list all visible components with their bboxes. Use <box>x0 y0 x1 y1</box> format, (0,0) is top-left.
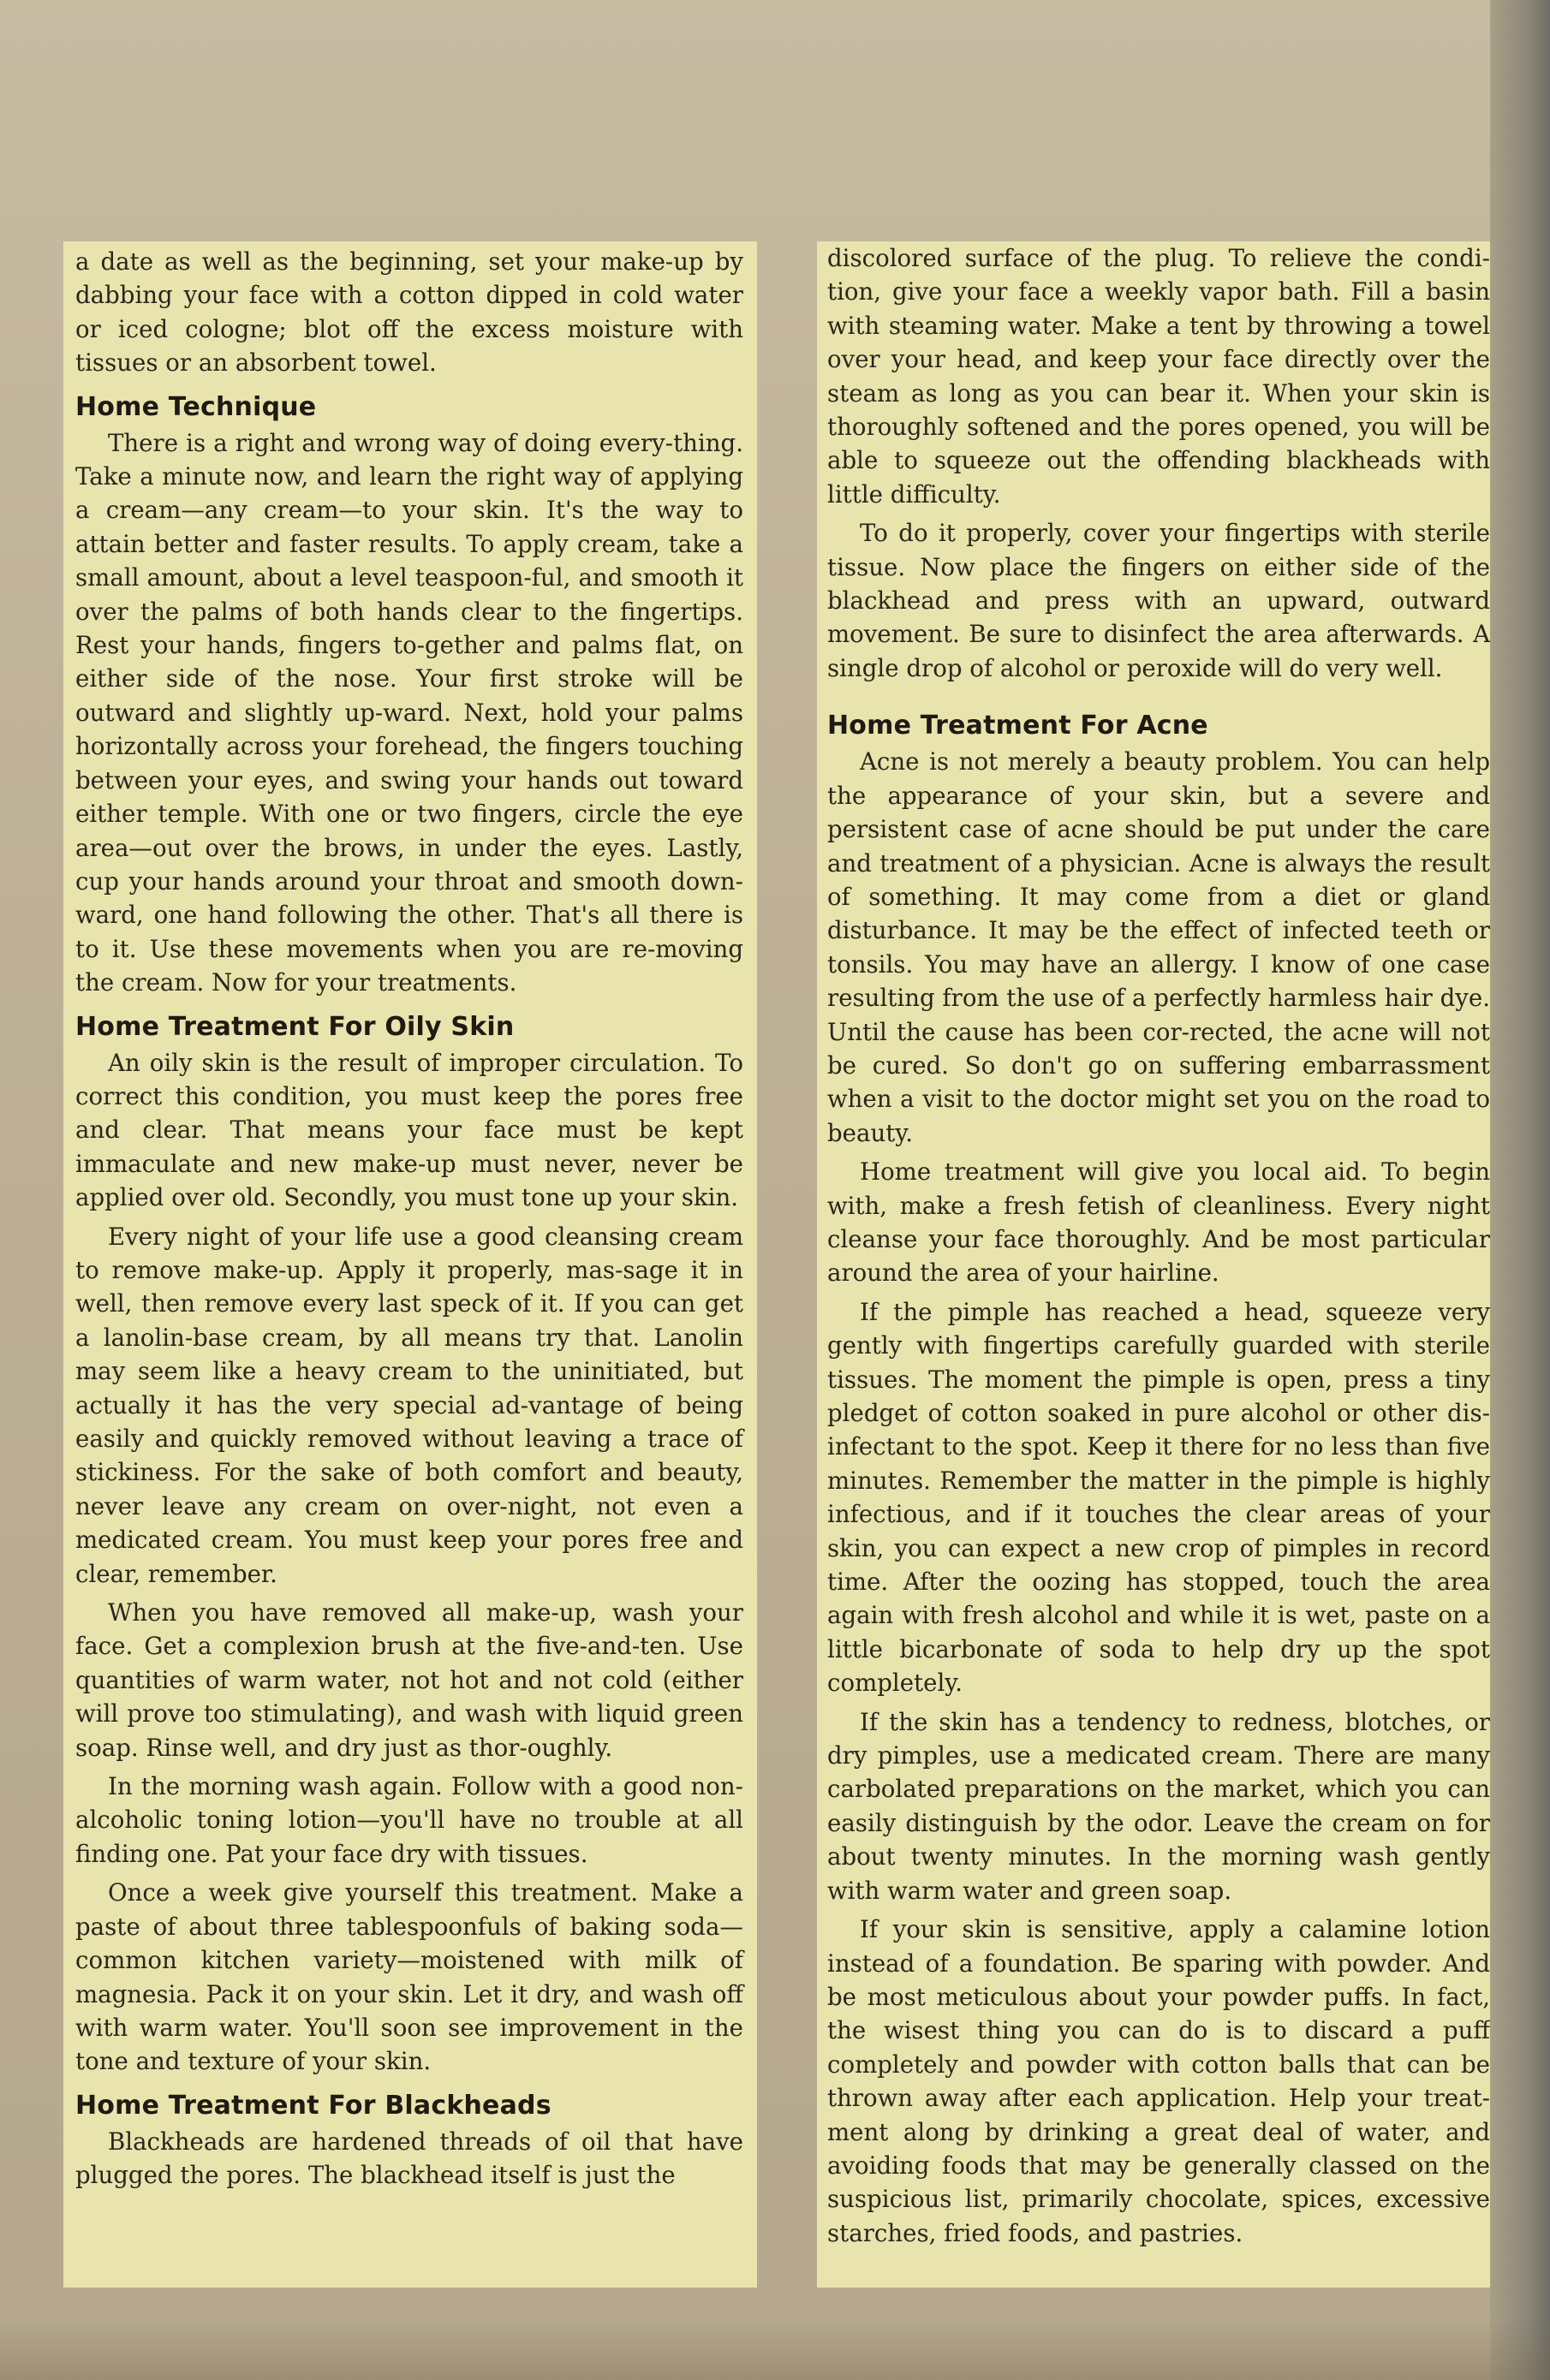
left-column <box>63 241 757 2288</box>
oily-paragraph-2: Every night of your life use a good cleansing cream to remove make-up. Apply it properly, mas-sage it in well, then remove every last speck of it. If you can get a lanolin-base cream, by all means try that. Lanolin may seem like a heavy cream to the uninitiated, but actually it has the very special ad-vantage of being easily and quickly removed without leaving a trace of stickiness. For the sake of both comfort and beauty, never leave any cream on over-night, not even a medicated cream. You must keep your pores free and clear, remember. <box>75 1222 743 1588</box>
blackheads-paragraph-1: Blackheads are hardened threads of oil that have plugged the pores. The blackhead itself is just the <box>75 2127 743 2190</box>
acne-paragraph-3: If the pimple has reached a head, squeeze very gently with fingertips carefully guarded with sterile tissues. The moment the pimple is open, press a tiny pledget of cotton soaked in pure alcohol or other dis-infectant to the spot. Keep it there for no less than five minutes. Remember the matter in the pimple is highly infectious, and if it touches the clear areas of your skin, you can expect a new crop of pimples in record time. After the oozing has stopped, touch the area again with fresh alcohol and while it is wet, paste on a little bicarbonate of soda to help dry up the spot completely. <box>827 1297 1490 1698</box>
oily-paragraph-4: In the morning wash again. Follow with a good non-alcoholic toning lotion—you'll have no trouble at all finding one. Pat your face dry with tissues. <box>75 1772 743 1868</box>
heading-home-technique: Home Technique <box>75 391 317 422</box>
acne-paragraph-1: Acne is not merely a beauty problem. You can help the appearance of your skin, but a severe and persistent case of acne should be put under the care and treatment of a physician. Acne is always the result of something. It may come from a diet or gland disturbance. It may be the effect of infected teeth or tonsils. You may have an allergy. I know of one case resulting from the use of a perfectly harmless hair dye. Until the cause has been cor-rected, the acne will not be cured. So don't go on suffering embarrassment when a visit to the doctor might set you on the road to beauty. <box>827 747 1490 1147</box>
heading-acne: Home Treatment For Acne <box>827 711 1208 741</box>
intro-paragraph: a date as well as the beginning, set your make-up by dabbing your face with a cotton dipped in cold water or iced cologne; blot off the excess moisture with tissues or an absorbent towel. <box>75 247 743 378</box>
right-column <box>817 241 1502 2288</box>
oily-paragraph-1: An oily skin is the result of improper circulation. To correct this condition, you must keep the pores free and clear. That means your face must be kept immaculate and new make-up must never, never be applied over old. Secondly, you must tone up your skin. <box>75 1048 743 1212</box>
technique-paragraph-1: There is a right and wrong way of doing every-thing. Take a minute now, and learn the right way of applying a cream—any cream—to your skin. It's the way to attain better and faster results. To apply cream, take a small amount, about a level teaspoon-ful, and smooth it over the palms of both hands clear to the fingertips. Rest your hands, fingers to-gether and palms flat, on either side of the nose. Your first stroke will be outward and slightly up-ward. Next, hold your palms horizontally across your forehead, the fingers touching between your eyes, and swing your hands out toward either temple. With one or two fingers, circle the eye area—out over the brows, in under the eyes. Lastly, cup your hands around your throat and smooth down-ward, one hand following the other. That's all there is to it. Use these movements when you are re-moving the cream. Now for your treatments. <box>75 428 743 997</box>
acne-paragraph-2: Home treatment will give you local aid. To begin with, make a fresh fetish of cleanliness. Every night cleanse your face thoroughly. And be most particular around the area of your hairline. <box>827 1157 1490 1288</box>
blackheads-cont-paragraph-1: discolored surface of the plug. To relieve the condi-tion, give your face a weekly vapor bath. Fill a basin with steaming water. Make a tent by throwing a towel over your head, and keep your face directly over the steam as long as you can bear it. When your skin is thoroughly softened and the pores opened, you will be able to squeeze out the offending blackheads with little difficulty. <box>827 244 1490 509</box>
blackheads-cont-paragraph-2: To do it properly, cover your fingertips with sterile tissue. Now place the fingers on either side of the blackhead and press with an upward, outward movement. Be sure to disinfect the area afterwards. A single drop of alcohol or peroxide will do very well. <box>827 519 1490 682</box>
oily-paragraph-5: Once a week give yourself this treatment. Make a paste of about three tablespoonfuls of baking soda—common kitchen variety—moistened with milk of magnesia. Pack it on your skin. Let it dry, and wash off with warm water. You'll soon see improvement in the tone and texture of your skin. <box>75 1878 743 2076</box>
page-edge-shadow <box>1490 0 1550 2380</box>
page-bottom-shadow <box>0 2320 1550 2380</box>
acne-paragraph-5: If your skin is sensitive, apply a calamine lotion instead of a foundation. Be sparing with powder. And be most meticulous about your powder puffs. In fact, the wisest thing you can do is to discard a puff completely and powder with cotton balls that can be thrown away after each application. Help your treat-ment along by drinking a great deal of water, and avoiding foods that may be generally classed on the suspicious list, primarily chocolate, spices, excessive starches, fried foods, and pastries. <box>827 1915 1490 2247</box>
acne-paragraph-4: If the skin has a tendency to redness, blotches, or dry pimples, use a medicated cream. There are many carbolated preparations on the market, which you can easily distinguish by the odor. Leave the cream on for about twenty minutes. In the morning wash gently with warm water and green soap. <box>827 1707 1490 1905</box>
heading-blackheads: Home Treatment For Blackheads <box>75 2090 551 2121</box>
heading-oily-skin: Home Treatment For Oily Skin <box>75 1011 515 1042</box>
oily-paragraph-3: When you have removed all make-up, wash your face. Get a complexion brush at the five-and-ten. Use quantities of warm water, not hot and not cold (either will prove too stimulating), and wash with liquid green soap. Rinse well, and dry just as thor-oughly. <box>75 1598 743 1762</box>
